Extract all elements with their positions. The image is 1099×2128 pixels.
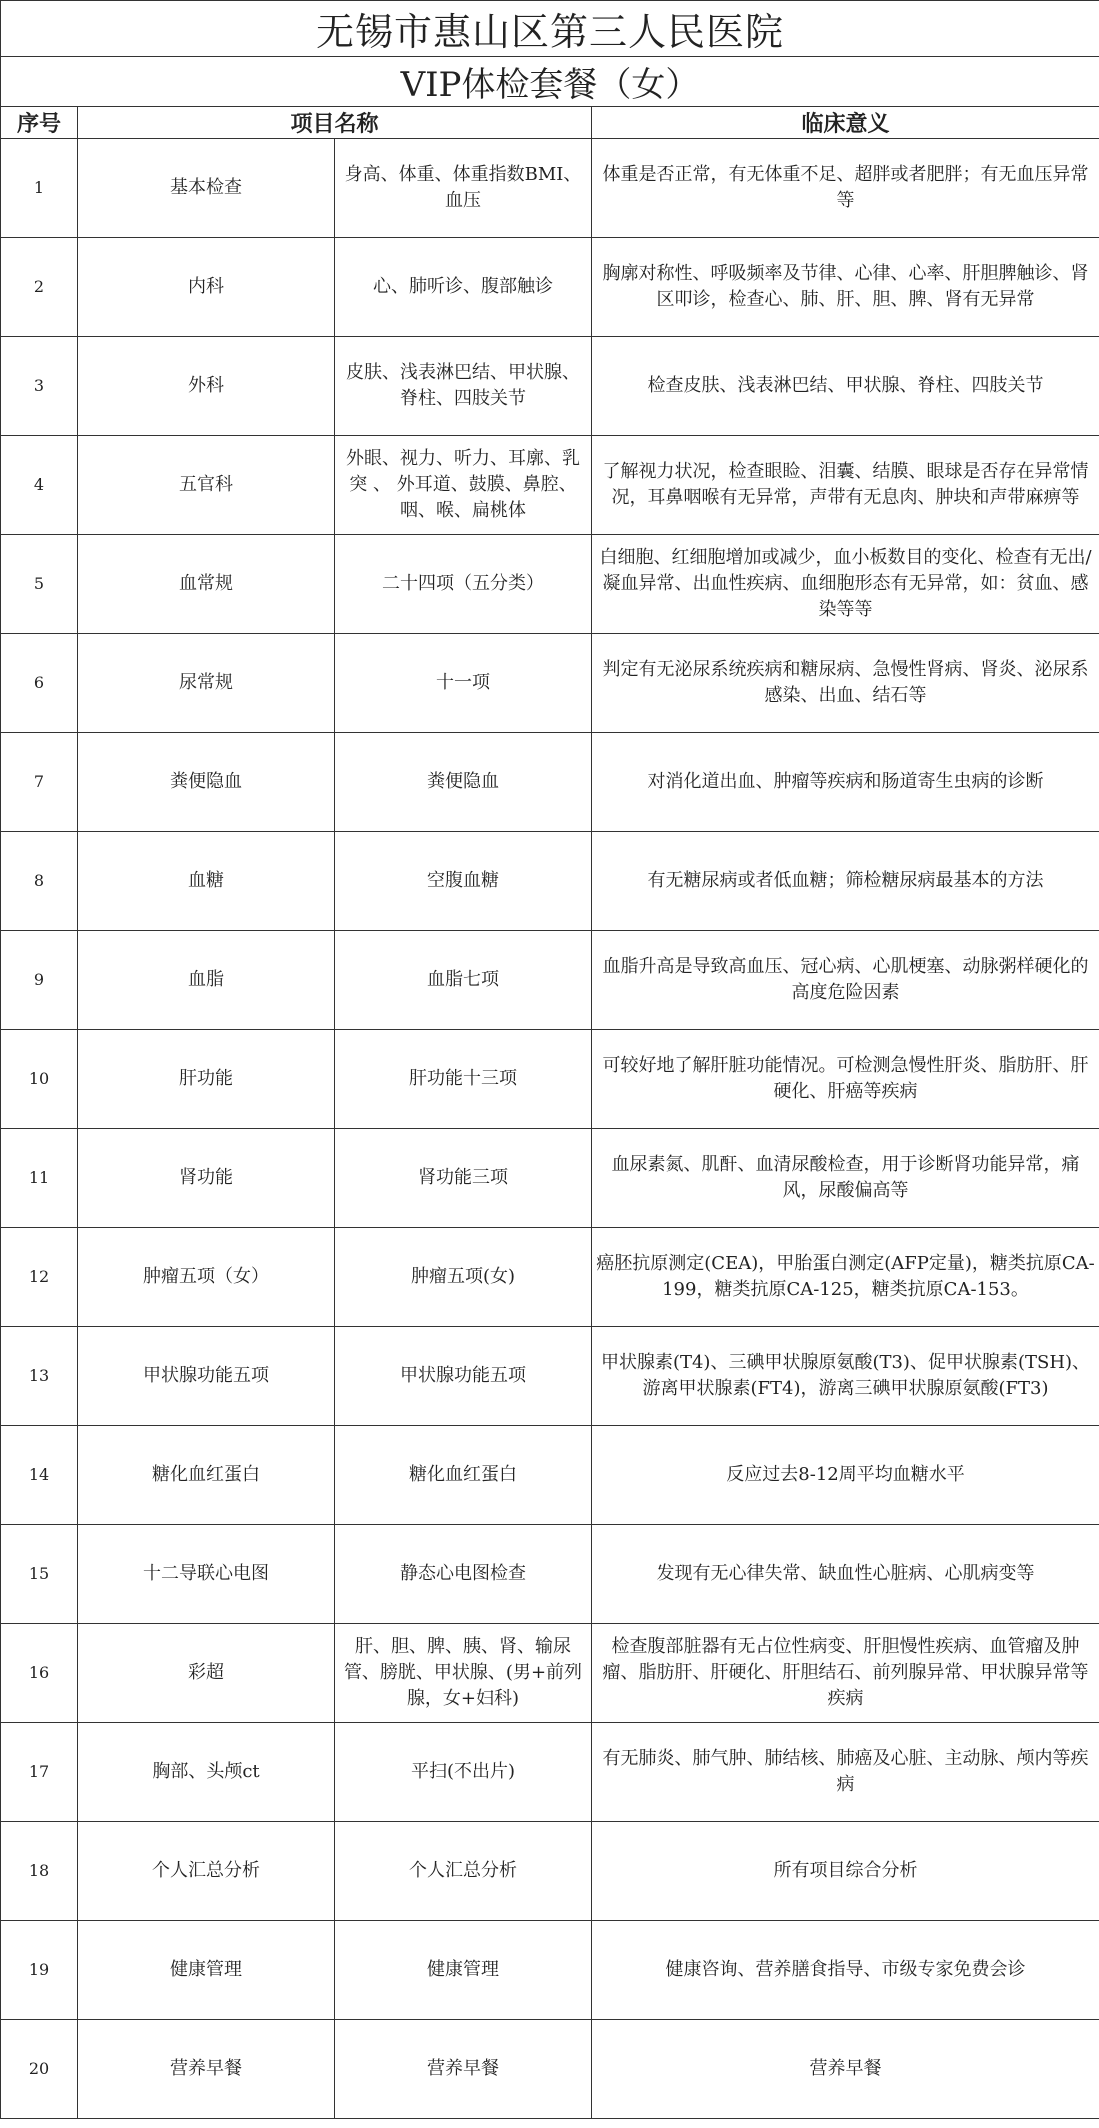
row-content: 二十四项（五分类）: [335, 535, 592, 634]
header-significance: 临床意义: [592, 107, 1099, 139]
row-number: 15: [1, 1525, 78, 1624]
row-number: 20: [1, 2020, 78, 2119]
row-number: 4: [1, 436, 78, 535]
row-category: 粪便隐血: [78, 733, 335, 832]
row-category: 五官科: [78, 436, 335, 535]
row-number: 9: [1, 931, 78, 1030]
row-significance: 反应过去8-12周平均血糖水平: [592, 1426, 1099, 1525]
row-significance: 癌胚抗原测定(CEA)，甲胎蛋白测定(AFP定量)，糖类抗原CA-199，糖类抗原CA-125，糖类抗原CA-153。: [592, 1228, 1099, 1327]
row-category: 个人汇总分析: [78, 1822, 335, 1921]
row-significance: 检查腹部脏器有无占位性病变、肝胆慢性疾病、血管瘤及肿瘤、脂肪肝、肝硬化、肝胆结石、前列腺异常、甲状腺异常等疾病: [592, 1624, 1099, 1723]
table-row: [1, 337, 1099, 436]
row-category: 营养早餐: [78, 2020, 335, 2119]
row-number: 17: [1, 1723, 78, 1822]
row-number: 6: [1, 634, 78, 733]
row-number: 7: [1, 733, 78, 832]
hospital-name: 无锡市惠山区第三人民医院: [1, 1, 1099, 57]
row-significance: 胸廓对称性、呼吸频率及节律、心律、心率、肝胆脾触诊、肾区叩诊，检查心、肺、肝、胆、脾、肾有无异常: [592, 238, 1099, 337]
row-number: 19: [1, 1921, 78, 2020]
row-content: 肝、胆、脾、胰、肾、输尿管、膀胱、甲状腺、(男+前列腺，女+妇科): [335, 1624, 592, 1723]
row-category: 彩超: [78, 1624, 335, 1723]
row-content: 个人汇总分析: [335, 1822, 592, 1921]
row-significance: 有无糖尿病或者低血糖；筛检糖尿病最基本的方法: [592, 832, 1099, 931]
table-row: [1, 1921, 1099, 2020]
row-content: 平扫(不出片): [335, 1723, 592, 1822]
row-significance: 了解视力状况，检查眼睑、泪囊、结膜、眼球是否存在异常情况，耳鼻咽喉有无异常，声带有无息肉、肿块和声带麻痹等: [592, 436, 1099, 535]
row-category: 外科: [78, 337, 335, 436]
row-content: 肝功能十三项: [335, 1030, 592, 1129]
row-content: 空腹血糖: [335, 832, 592, 931]
row-category: 血脂: [78, 931, 335, 1030]
row-number: 2: [1, 238, 78, 337]
table-row: [1, 1525, 1099, 1624]
table-body: [1, 139, 1099, 2119]
row-number: 8: [1, 832, 78, 931]
row-category: 基本检查: [78, 139, 335, 238]
table-row: [1, 1129, 1099, 1228]
row-category: 尿常规: [78, 634, 335, 733]
row-significance: 甲状腺素(T4)、三碘甲状腺原氨酸(T3)、促甲状腺素(TSH)、游离甲状腺素(FT4)，游离三碘甲状腺原氨酸(FT3): [592, 1327, 1099, 1426]
table-row: [1, 1327, 1099, 1426]
row-content: 粪便隐血: [335, 733, 592, 832]
row-number: 11: [1, 1129, 78, 1228]
table-row: [1, 1228, 1099, 1327]
row-number: 1: [1, 139, 78, 238]
row-significance: 血尿素氮、肌酐、血清尿酸检查，用于诊断肾功能异常，痛风，尿酸偏高等: [592, 1129, 1099, 1228]
row-significance: 健康咨询、营养膳食指导、市级专家免费会诊: [592, 1921, 1099, 2020]
header-row: [1, 107, 1099, 139]
row-content: 肿瘤五项(女): [335, 1228, 592, 1327]
table-row: [1, 1030, 1099, 1129]
row-content: 心、肺听诊、腹部触诊: [335, 238, 592, 337]
table-row: [1, 634, 1099, 733]
row-number: 16: [1, 1624, 78, 1723]
table-row: [1, 1723, 1099, 1822]
table-row: [1, 931, 1099, 1030]
row-category: 肝功能: [78, 1030, 335, 1129]
row-significance: 检查皮肤、浅表淋巴结、甲状腺、脊柱、四肢关节: [592, 337, 1099, 436]
table-row: [1, 535, 1099, 634]
table-row: [1, 1822, 1099, 1921]
row-number: 14: [1, 1426, 78, 1525]
row-category: 肾功能: [78, 1129, 335, 1228]
row-content: 肾功能三项: [335, 1129, 592, 1228]
row-significance: 所有项目综合分析: [592, 1822, 1099, 1921]
row-significance: 白细胞、红细胞增加或减少，血小板数目的变化、检查有无出/ 凝血异常、出血性疾病、血细胞形态有无异常，如：贫血、感染等等: [592, 535, 1099, 634]
row-category: 胸部、头颅ct: [78, 1723, 335, 1822]
row-significance: 判定有无泌尿系统疾病和糖尿病、急慢性肾病、肾炎、泌尿系感染、出血、结石等: [592, 634, 1099, 733]
row-number: 10: [1, 1030, 78, 1129]
row-category: 内科: [78, 238, 335, 337]
row-significance: 发现有无心律失常、缺血性心脏病、心肌病变等: [592, 1525, 1099, 1624]
row-content: 十一项: [335, 634, 592, 733]
row-content: 皮肤、浅表淋巴结、甲状腺、脊柱、四肢关节: [335, 337, 592, 436]
row-category: 甲状腺功能五项: [78, 1327, 335, 1426]
row-significance: 营养早餐: [592, 2020, 1099, 2119]
table-row: [1, 1624, 1099, 1723]
title-row: [1, 1, 1099, 57]
row-content: 身高、体重、体重指数BMI、血压: [335, 139, 592, 238]
header-no: 序号: [1, 107, 78, 139]
row-content: 血脂七项: [335, 931, 592, 1030]
header-item-name: 项目名称: [78, 107, 592, 139]
row-category: 十二导联心电图: [78, 1525, 335, 1624]
table-row: [1, 2020, 1099, 2119]
table-row: [1, 238, 1099, 337]
row-significance: 血脂升高是导致高血压、冠心病、心肌梗塞、动脉粥样硬化的高度危险因素: [592, 931, 1099, 1030]
row-category: 糖化血红蛋白: [78, 1426, 335, 1525]
row-number: 5: [1, 535, 78, 634]
row-significance: 体重是否正常，有无体重不足、超胖或者肥胖；有无血压异常等: [592, 139, 1099, 238]
row-content: 外眼、视力、听力、耳廓、乳突 、 外耳道、鼓膜、鼻腔、咽、喉、扁桃体: [335, 436, 592, 535]
row-category: 血常规: [78, 535, 335, 634]
row-content: 甲状腺功能五项: [335, 1327, 592, 1426]
row-content: 营养早餐: [335, 2020, 592, 2119]
table-row: [1, 1426, 1099, 1525]
table-row: [1, 832, 1099, 931]
row-number: 13: [1, 1327, 78, 1426]
row-content: 静态心电图检查: [335, 1525, 592, 1624]
row-significance: 对消化道出血、肿瘤等疾病和肠道寄生虫病的诊断: [592, 733, 1099, 832]
row-category: 肿瘤五项（女）: [78, 1228, 335, 1327]
row-number: 3: [1, 337, 78, 436]
row-number: 18: [1, 1822, 78, 1921]
row-category: 健康管理: [78, 1921, 335, 2020]
table-row: [1, 436, 1099, 535]
row-content: 糖化血红蛋白: [335, 1426, 592, 1525]
subtitle-row: [1, 57, 1099, 107]
row-number: 12: [1, 1228, 78, 1327]
table-row: [1, 733, 1099, 832]
package-title: VIP体检套餐（女）: [1, 57, 1099, 107]
row-content: 健康管理: [335, 1921, 592, 2020]
table-row: [1, 139, 1099, 238]
row-significance: 有无肺炎、肺气肿、肺结核、肺癌及心脏、主动脉、颅内等疾病: [592, 1723, 1099, 1822]
row-category: 血糖: [78, 832, 335, 931]
row-significance: 可较好地了解肝脏功能情况。可检测急慢性肝炎、脂肪肝、肝硬化、肝癌等疾病: [592, 1030, 1099, 1129]
